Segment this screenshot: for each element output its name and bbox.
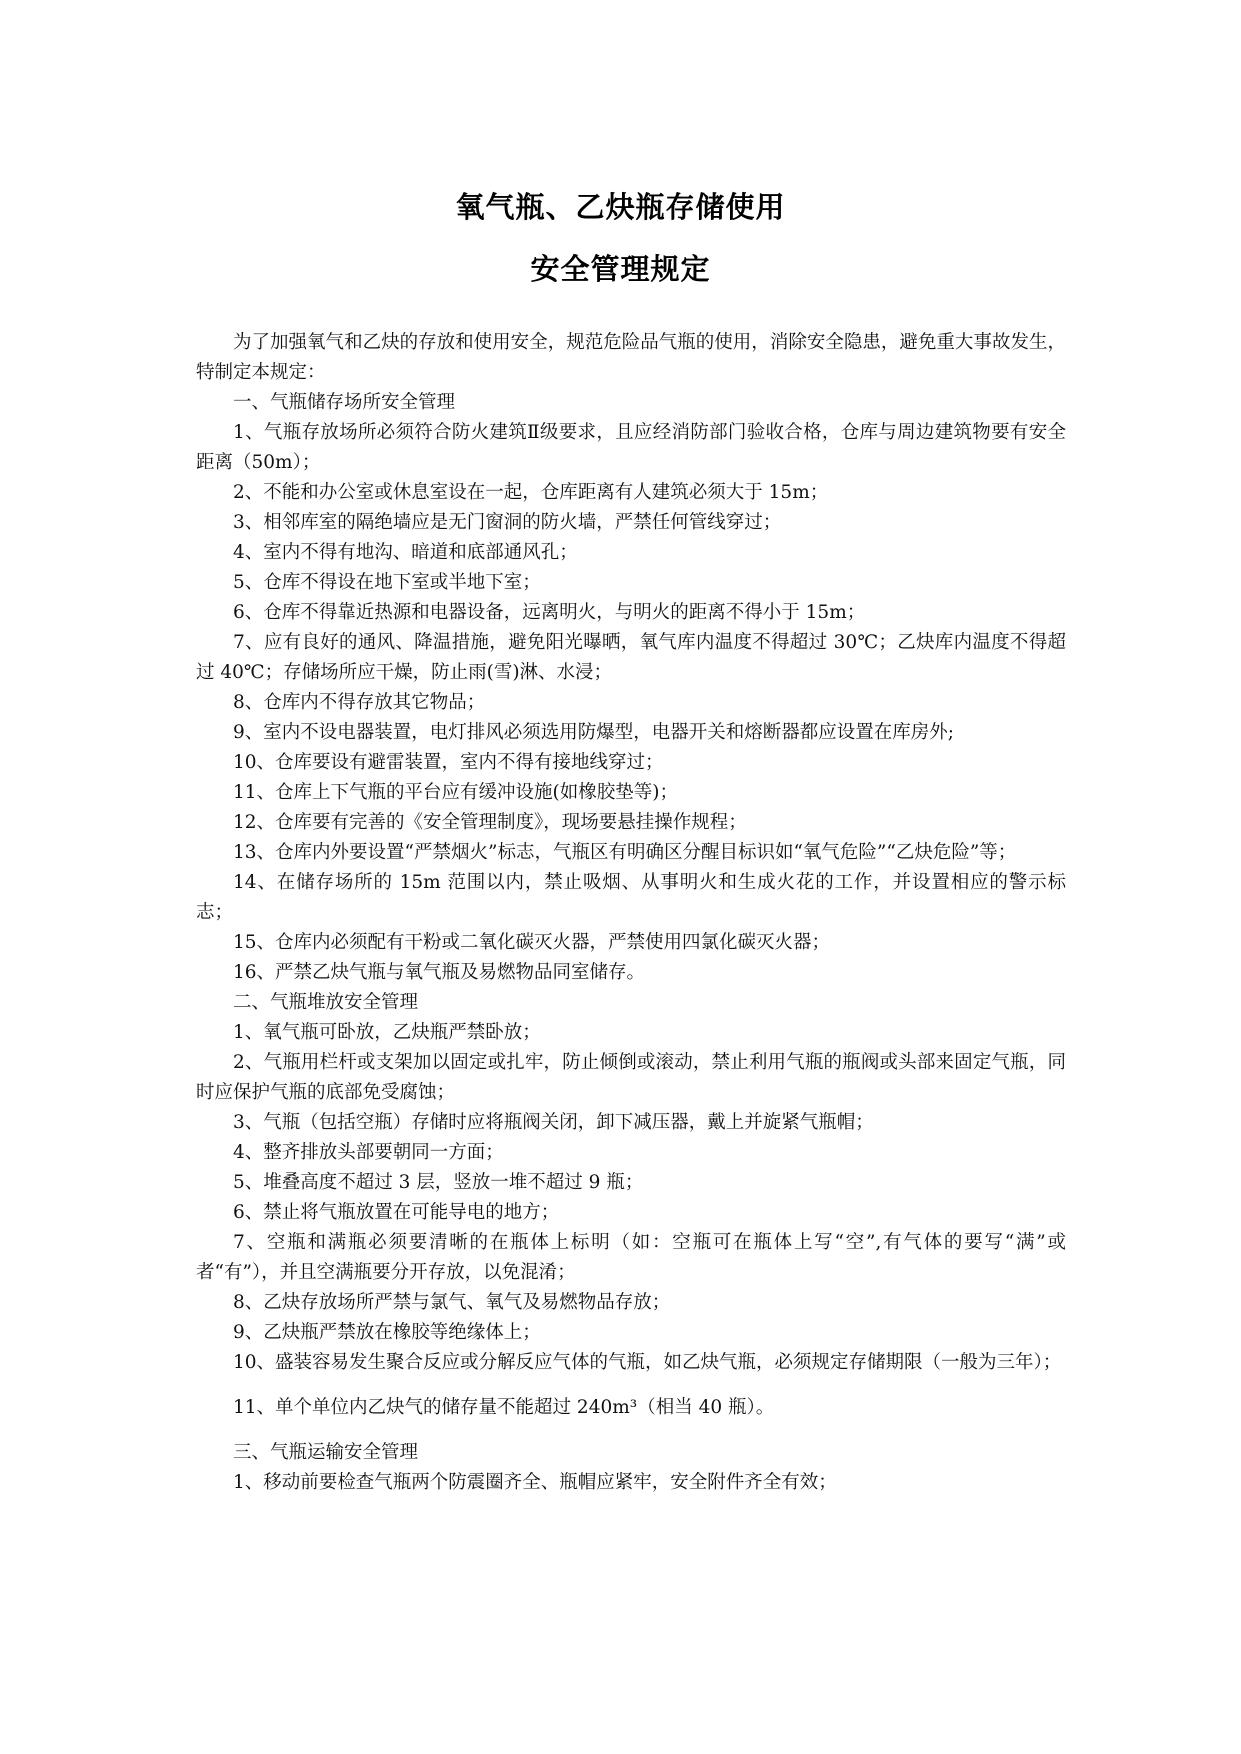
section1-item: 12、仓库要有完善的《安全管理制度》，现场要悬挂操作规程； [233, 812, 747, 833]
section-heading-1: 一、气瓶储存场所安全管理 [233, 392, 456, 413]
document-title-line1: 氧气瓶、乙炔瓶存储使用 [455, 190, 786, 224]
section2-item: 2、气瓶用栏杆或支架加以固定或扎牢，防止倾倒或滚动，禁止利用气瓶的瓶阀或头部来固定气瓶，同时应保护气瓶的底部免受腐蚀； [196, 1052, 1066, 1103]
section1-item: 8、仓库内不得存放其它物品； [233, 692, 486, 713]
section2-item: 3、气瓶（包括空瓶）存储时应将瓶阀关闭，卸下减压器，戴上并旋紧气瓶帽； [233, 1112, 874, 1133]
section1-item: 13、仓库内外要设置“严禁烟火”标志，气瓶区有明确区分醒目标识如“氧气危险”“乙炔危险”等； [233, 842, 1017, 863]
section2-item: 11、单个单位内乙炔气的储存量不能超过 240m³（相当 40 瓶）。 [233, 1397, 775, 1418]
section1-item: 15、仓库内必须配有干粉或二氧化碳灭火器，严禁使用四氯化碳灭火器； [233, 932, 831, 953]
section1-item: 5、仓库不得设在地下室或半地下室； [233, 572, 541, 593]
document-body [196, 328, 1066, 1498]
section2-item: 1、氧气瓶可卧放，乙炔瓶严禁卧放； [233, 1022, 541, 1043]
section-heading-2: 二、气瓶堆放安全管理 [233, 992, 419, 1013]
section1-item: 9、室内不设电器装置，电灯排风必须选用防爆型，电器开关和熔断器都应设置在库房外; [233, 722, 955, 743]
section3-item: 1、移动前要检查气瓶两个防震圈齐全、瓶帽应紧牢，安全附件齐全有效； [233, 1472, 837, 1493]
section2-item: 4、整齐排放头部要朝同一方面； [233, 1142, 504, 1163]
section1-item: 16、严禁乙炔气瓶与氧气瓶及易燃物品同室储存。 [233, 962, 646, 983]
section2-item: 7、空瓶和满瓶必须要清晰的在瓶体上标明（如：空瓶可在瓶体上写“空”,有气体的要写“满”或者“有”），并且空满瓶要分开存放，以免混淆； [196, 1232, 1066, 1283]
section1-item: 6、仓库不得靠近热源和电器设备，远离明火，与明火的距离不得小于 15m； [233, 602, 866, 623]
section1-item: 1、气瓶存放场所必须符合防火建筑Ⅱ级要求，且应经消防部门验收合格，仓库与周边建筑物要有安全距离（50m）； [196, 422, 1066, 473]
document-title-line2: 安全管理规定 [530, 252, 711, 286]
paragraph-gap [196, 1423, 1066, 1438]
section2-item: 8、乙炔存放场所严禁与氯气、氧气及易燃物品存放； [233, 1292, 671, 1313]
section2-item: 9、乙炔瓶严禁放在橡胶等绝缘体上； [233, 1322, 541, 1343]
section2-item: 5、堆叠高度不超过 3 层，竖放一堆不超过 9 瓶； [233, 1172, 644, 1193]
section1-item: 4、室内不得有地沟、暗道和底部通风孔； [233, 542, 578, 563]
section1-item: 10、仓库要设有避雷装置，室内不得有接地线穿过； [233, 752, 664, 773]
section1-item: 2、不能和办公室或休息室设在一起，仓库距离有人建筑必须大于 15m； [233, 482, 829, 503]
section1-item: 7、应有良好的通风、降温措施，避免阳光曝晒，氧气库内温度不得超过 30℃；乙炔库内温度不得超过 40℃；存储场所应干燥，防止雨(雪)淋、水浸； [196, 632, 1066, 683]
section1-item: 3、相邻库室的隔绝墙应是无门窗洞的防火墙，严禁任何管线穿过； [233, 512, 782, 533]
section2-item: 6、禁止将气瓶放置在可能导电的地方； [233, 1202, 560, 1223]
section1-item: 14、在储存场所的 15m 范围以内，禁止吸烟、从事明火和生成火花的工作，并设置相应的警示标志； [196, 872, 1066, 923]
section1-item: 11、仓库上下气瓶的平台应有缓冲设施(如橡胶垫等)； [233, 782, 678, 803]
paragraph-gap [196, 1378, 1066, 1393]
section-heading-3: 三、气瓶运输安全管理 [233, 1442, 419, 1463]
intro-paragraph: 为了加强氧气和乙炔的存放和使用安全，规范危险品气瓶的使用，消除安全隐患，避免重大事故发生，特制定本规定： [196, 332, 1066, 383]
section2-item: 10、盛装容易发生聚合反应或分解反应气体的气瓶，如乙炔气瓶，必须规定存储期限（一般为三年）； [233, 1352, 1062, 1373]
